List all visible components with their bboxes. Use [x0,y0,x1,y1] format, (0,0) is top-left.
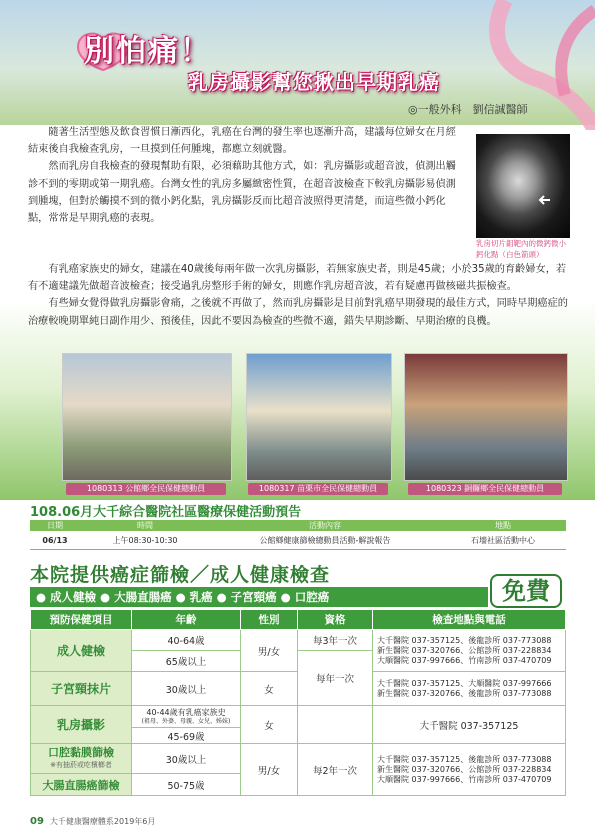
arrow-icon [476,134,570,238]
screening-title: 本院提供癌症篩檢／成人健康檢查 [30,564,331,586]
service-adult: 成人健檢 [31,630,132,672]
cervical-gender: 女 [241,672,298,706]
location-line: 大千醫院 037-357125、後龍診所 037-773088 [377,635,552,645]
author: ◎一般外科 劉信誠醫師 [408,103,528,116]
location-line: 新生醫院 037-320766、公館診所 037-228834 [377,764,552,774]
schedule-table [30,520,566,550]
schedule-header-activity: 活動內容 [210,520,440,531]
cervical-age: 30歲以上 [132,672,241,706]
footer-text: 大千健康醫療體系2019年6月 [49,817,156,826]
table-row [31,630,566,651]
service-cervical: 子宮頸抹片 [31,672,132,706]
paragraph-1: 隨著生活型態及飲食習慣日漸西化，乳癌在台灣的發生率也逐漸升高，建議每位婦女在月經結束後自我檢查乳房，一旦摸到任何腫塊，都應立刻就醫。 [28,127,456,156]
article-body-bottom [28,261,568,330]
service-oral-label: 口腔黏膜篩檢 [48,745,114,759]
service-colon: 大腸直腸癌篩檢 [31,774,132,796]
screening-table [30,609,566,796]
figure-caption: 乳房切片鉬靶內的微鈣微小鈣化點（白色箭頭） [476,239,566,259]
col-header-qualification: 資格 [298,610,373,630]
mammogram-image [476,134,570,238]
schedule-header-location: 地點 [440,520,566,531]
service-oral-note: ※有抽菸或吃檳榔者 [50,760,112,769]
photo-caption-2: 1080317 苗栗市全民保健總動員 [248,483,388,495]
location-line: 新生醫院 037-320766、公館診所 037-228834 [377,645,552,655]
service-breast: 乳房攝影 [31,706,132,744]
cervical-qualification: 每年一次 [298,651,373,706]
adult-age-2: 65歲以上 [132,651,241,672]
col-header-age: 年齡 [132,610,241,630]
schedule-date: 06/13 [30,531,80,550]
location-line: 大順醫院 037-997666、竹南診所 037-470709 [377,655,552,665]
photo-caption-1: 1080313 公館鄉全民保健總動員 [66,483,226,495]
adult-locations [373,630,566,672]
paragraph-3: 有乳癌家族史的婦女，建議在40歲後每兩年做一次乳房攝影，若無家族史者，則是45歲；小於35歲的育齡婦女，若有不適建議先做超音波檢查；接受過乳房整形手術的婦女，則應作乳房超音波，若有疑慮再做核磁共振檢查。 [28,264,567,293]
event-photo-3 [404,353,568,481]
paragraph-2: 然而乳房自我檢查的發現幫助有限，必須藉助其他方式，如：乳房攝影或超音波，偵測出觸診不到的零期或第一期乳癌。台灣女性的乳房多屬緻密性質，在超音波檢查下較乳房攝影易偵測到腫塊，但對於觸摸不到的微小鈣化點，乳房攝影反而比超音波照得更清楚，而這些微小鈣化點，常常是早期乳癌的表現。 [28,161,456,225]
article-body-top [28,124,466,227]
oral-colon-qualification: 每2年一次 [298,744,373,796]
cervical-locations [373,672,566,706]
adult-age-1: 40-64歲 [132,630,241,651]
page-title: 別怕痛！ [84,34,212,69]
breast-age-1-text: 40-44歲有乳癌家族史 [146,707,226,717]
oral-age: 30歲以上 [132,744,241,774]
oral-colon-gender: 男/女 [241,744,298,796]
breast-age-2: 45-69歲 [132,728,241,744]
location-line: 大千醫院 037-357125、大順醫院 037-997666 [377,678,552,688]
breast-age-1 [132,706,241,728]
location-line: 新生醫院 037-320766、後龍診所 037-773088 [377,688,552,698]
table-row [31,744,566,774]
breast-qualification [298,706,373,744]
col-header-location: 檢查地點與電話 [373,610,566,630]
breast-gender: 女 [241,706,298,744]
location-line: 大順醫院 037-997666、竹南診所 037-470709 [377,774,552,784]
schedule-header-date: 日期 [30,520,80,531]
colon-age: 50-75歲 [132,774,241,796]
schedule-location: 石墻社區活動中心 [440,531,566,550]
event-photo-1 [62,353,232,481]
schedule-activity: 公館鄉健康篩檢總動員活動-解說報告 [210,531,440,550]
schedule-time: 上午08:30-10:30 [80,531,210,550]
adult-gender: 男/女 [241,630,298,672]
schedule-title: 108.06月大千綜合醫院社區醫療保健活動預告 [30,505,302,520]
col-header-item: 預防保健項目 [31,610,132,630]
photo-caption-3: 1080323 銅鑼鄉全民保健總動員 [408,483,562,495]
page-subtitle: 乳房攝影幫您揪出早期乳癌 [188,70,440,94]
breast-age-1-note: (祖母、外婆、母親、女兒、姊妹) [141,717,231,725]
adult-qualification: 每3年一次 [298,630,373,651]
oral-colon-locations [373,744,566,796]
breast-location: 大千醫院 037-357125 [373,706,566,744]
page-number: 09 [30,816,44,827]
location-line: 大千醫院 037-357125、後龍診所 037-773088 [377,754,552,764]
footer [30,816,155,827]
free-badge: 免費 [490,574,562,608]
schedule-header-time: 時間 [80,520,210,531]
event-photo-2 [246,353,392,481]
service-oral [31,744,132,774]
col-header-gender: 性別 [241,610,298,630]
paragraph-4: 有些婦女覺得做乳房攝影會痛，之後就不再做了，然而乳房攝影是目前對乳癌早期發現的最佳方式，同時早期癌症的治療較晚期單純日副作用少、預後佳，因此不要因為檢查的些微不適，錯失早期診斷、早期治療的良機。 [28,298,568,327]
screening-types: ● 成人健檢 ● 大腸直腸癌 ● 乳癌 ● 子宮頸癌 ● 口腔癌 [30,587,488,607]
table-row [30,531,566,550]
table-row [31,706,566,728]
